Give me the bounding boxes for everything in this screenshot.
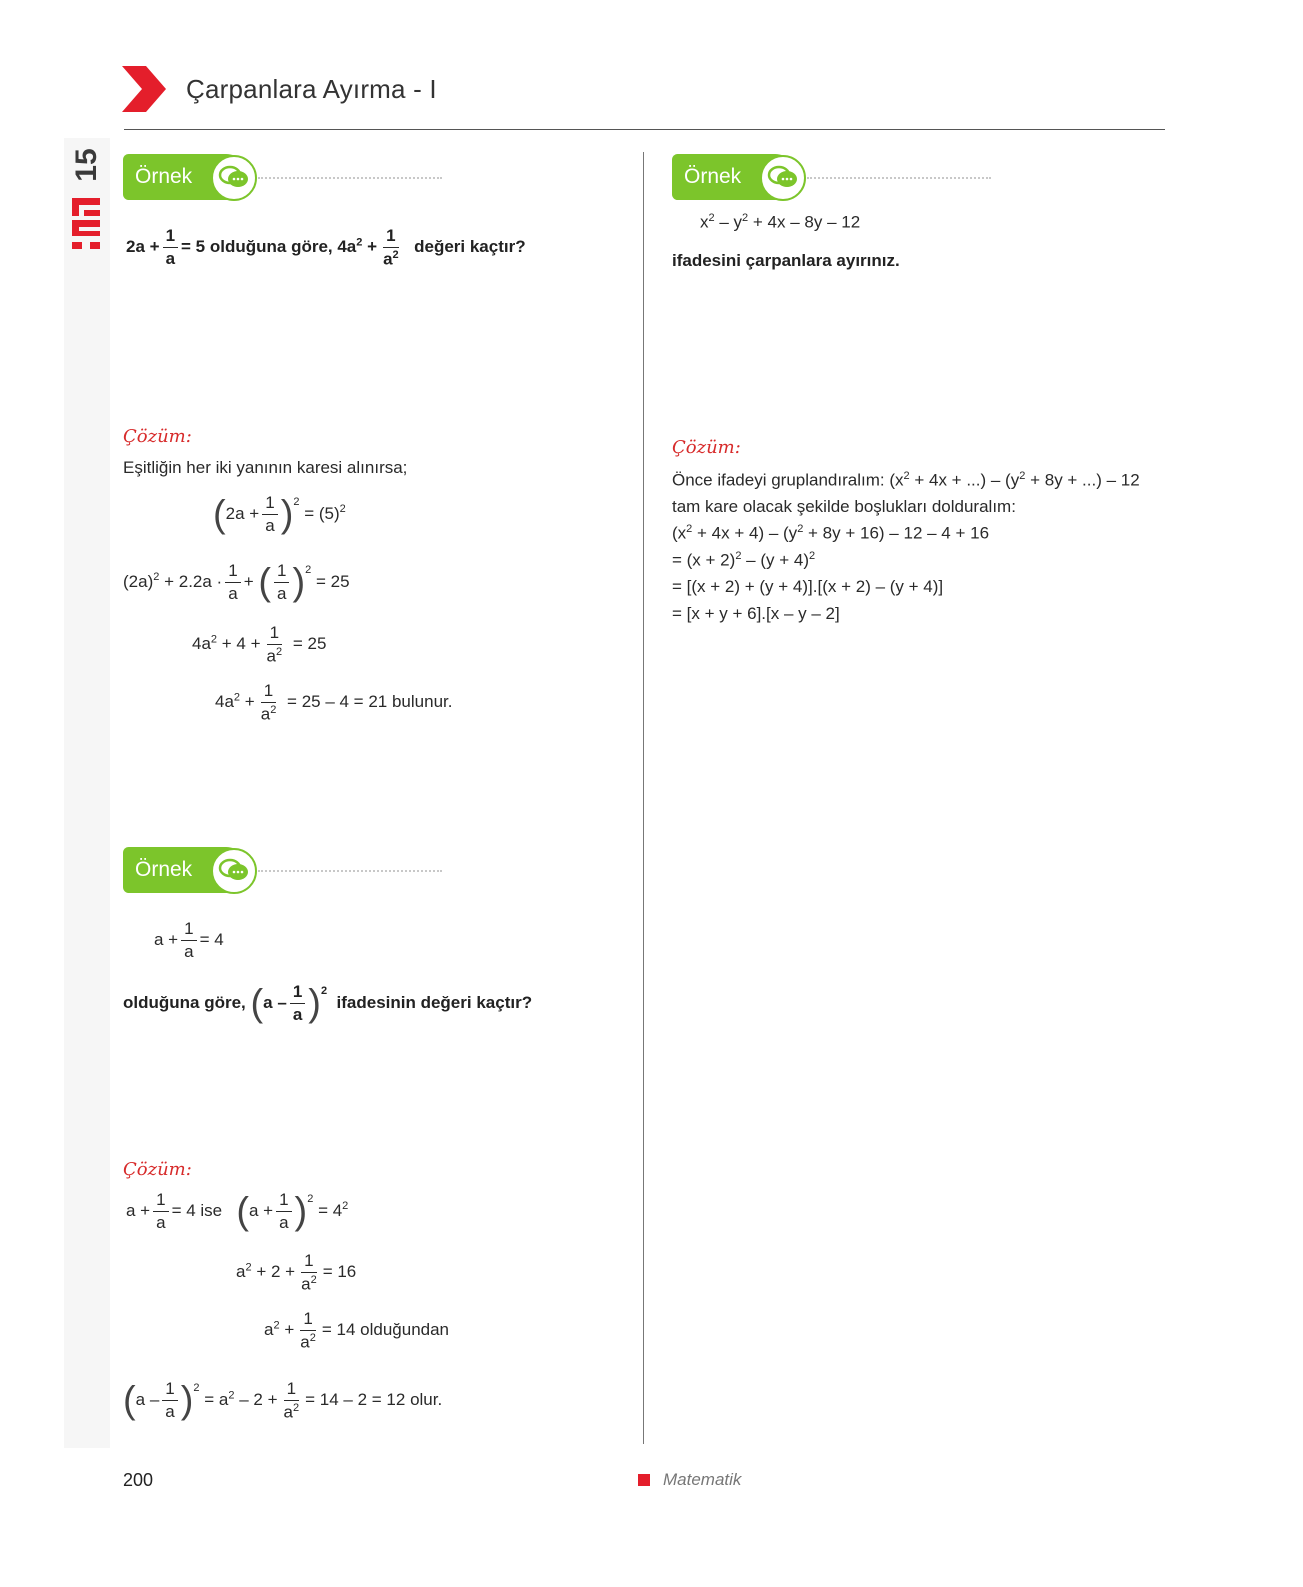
subject-label: Matematik xyxy=(663,1470,742,1489)
solution-step: $a^2$ + $\frac{1}{a^2}$ = 14 olduğundan xyxy=(264,1309,450,1352)
chat-bubble-icon xyxy=(760,155,806,201)
example-1-question: 2a + $\frac{1}{a}$ = 5 olduğuna göre, $4a^2$ + $\frac{1}{a^2}$ değeri kaçtır? xyxy=(126,226,526,269)
solution-step: Önce ifadeyi gruplandıralım: ($x^2 + 4x$ + ...) – ($y^2 + 8y$ + ...) – 12 xyxy=(672,470,1140,490)
solution-step: (a – $\frac{1}{a}$ )$^2 = a^2 - 2$ + $\frac{1}{a^2}$ = 14 – 2 = 12 olur. xyxy=(123,1379,443,1422)
dotted-separator xyxy=(807,177,991,179)
example-badge: Örnek xyxy=(123,154,259,202)
solution-label: Çözüm: xyxy=(123,1159,192,1180)
solution-label: Çözüm: xyxy=(672,437,741,458)
chat-bubble-icon xyxy=(211,155,257,201)
solution-step: = [(x + 2) + (y + 4)].[(x + 2) – (y + 4)] xyxy=(672,577,944,596)
column-divider xyxy=(643,152,644,1444)
dotted-separator xyxy=(258,177,442,179)
chat-bubble-icon xyxy=(211,848,257,894)
chevron-right-icon xyxy=(122,66,166,112)
example-2-given: a + $\frac{1}{a}$ = 4 xyxy=(154,919,224,961)
solution-step: $4a^2$ + $\frac{1}{a^2}$ = 25 – 4 = 21 bulunur. xyxy=(215,681,453,724)
solution-step: $(x^2 + 4x + 4) - (y^2 + 8y + 16) - 12 - 4 + 16$ xyxy=(672,523,990,543)
header-divider xyxy=(124,129,1165,130)
chapter-number: 15 xyxy=(70,148,103,182)
page-title: Çarpanlara Ayırma - I xyxy=(186,74,437,104)
chapter-sidebar xyxy=(64,138,110,1448)
subject-marker-icon xyxy=(638,1474,650,1486)
solution-label: Çözüm: xyxy=(123,426,192,447)
solution-step: $(2a)^2 + 2.2a$ · $\frac{1}{a}$ + ( $\frac{1}{a}$ )$^2$ = 25 xyxy=(123,561,350,604)
dotted-separator xyxy=(258,870,442,872)
solution-intro: Eşitliğin her iki yanının karesi alınırsa; xyxy=(123,458,408,477)
solution-step: $a^2 + 2$ + $\frac{1}{a^2}$ = 16 xyxy=(236,1251,357,1294)
example-3-expression: $x^2 - y^2 + 4x - 8y - 12$ xyxy=(700,212,861,232)
example-badge: Örnek xyxy=(123,847,259,895)
solution-step: = [x + y + 6].[x – y – 2] xyxy=(672,604,840,623)
publisher-logo xyxy=(72,198,100,254)
example-badge: Örnek xyxy=(672,154,808,202)
solution-step: a + $\frac{1}{a}$ = 4 ise (a + $\frac{1}{a}$ )$^2 = 4^2$ xyxy=(126,1190,349,1233)
example-3-question: ifadesini çarpanlara ayırınız. xyxy=(672,251,900,270)
solution-step: (2a + $\frac{1}{a}$ )$^2 = (5)^2$ xyxy=(213,493,346,536)
solution-step: $4a^2 + 4$ + $\frac{1}{a^2}$ = 25 xyxy=(192,623,327,666)
page-number: 200 xyxy=(123,1470,154,1490)
solution-step: tam kare olacak şekilde boşlukları dolduralım: xyxy=(672,497,1016,516)
example-2-question: olduğuna göre, (a – $\frac{1}{a}$ )$^2$ ifadesinin değeri kaçtır? xyxy=(123,982,533,1025)
solution-step: = $(x + 2)^2 - (y + 4)^2$ xyxy=(672,550,816,570)
